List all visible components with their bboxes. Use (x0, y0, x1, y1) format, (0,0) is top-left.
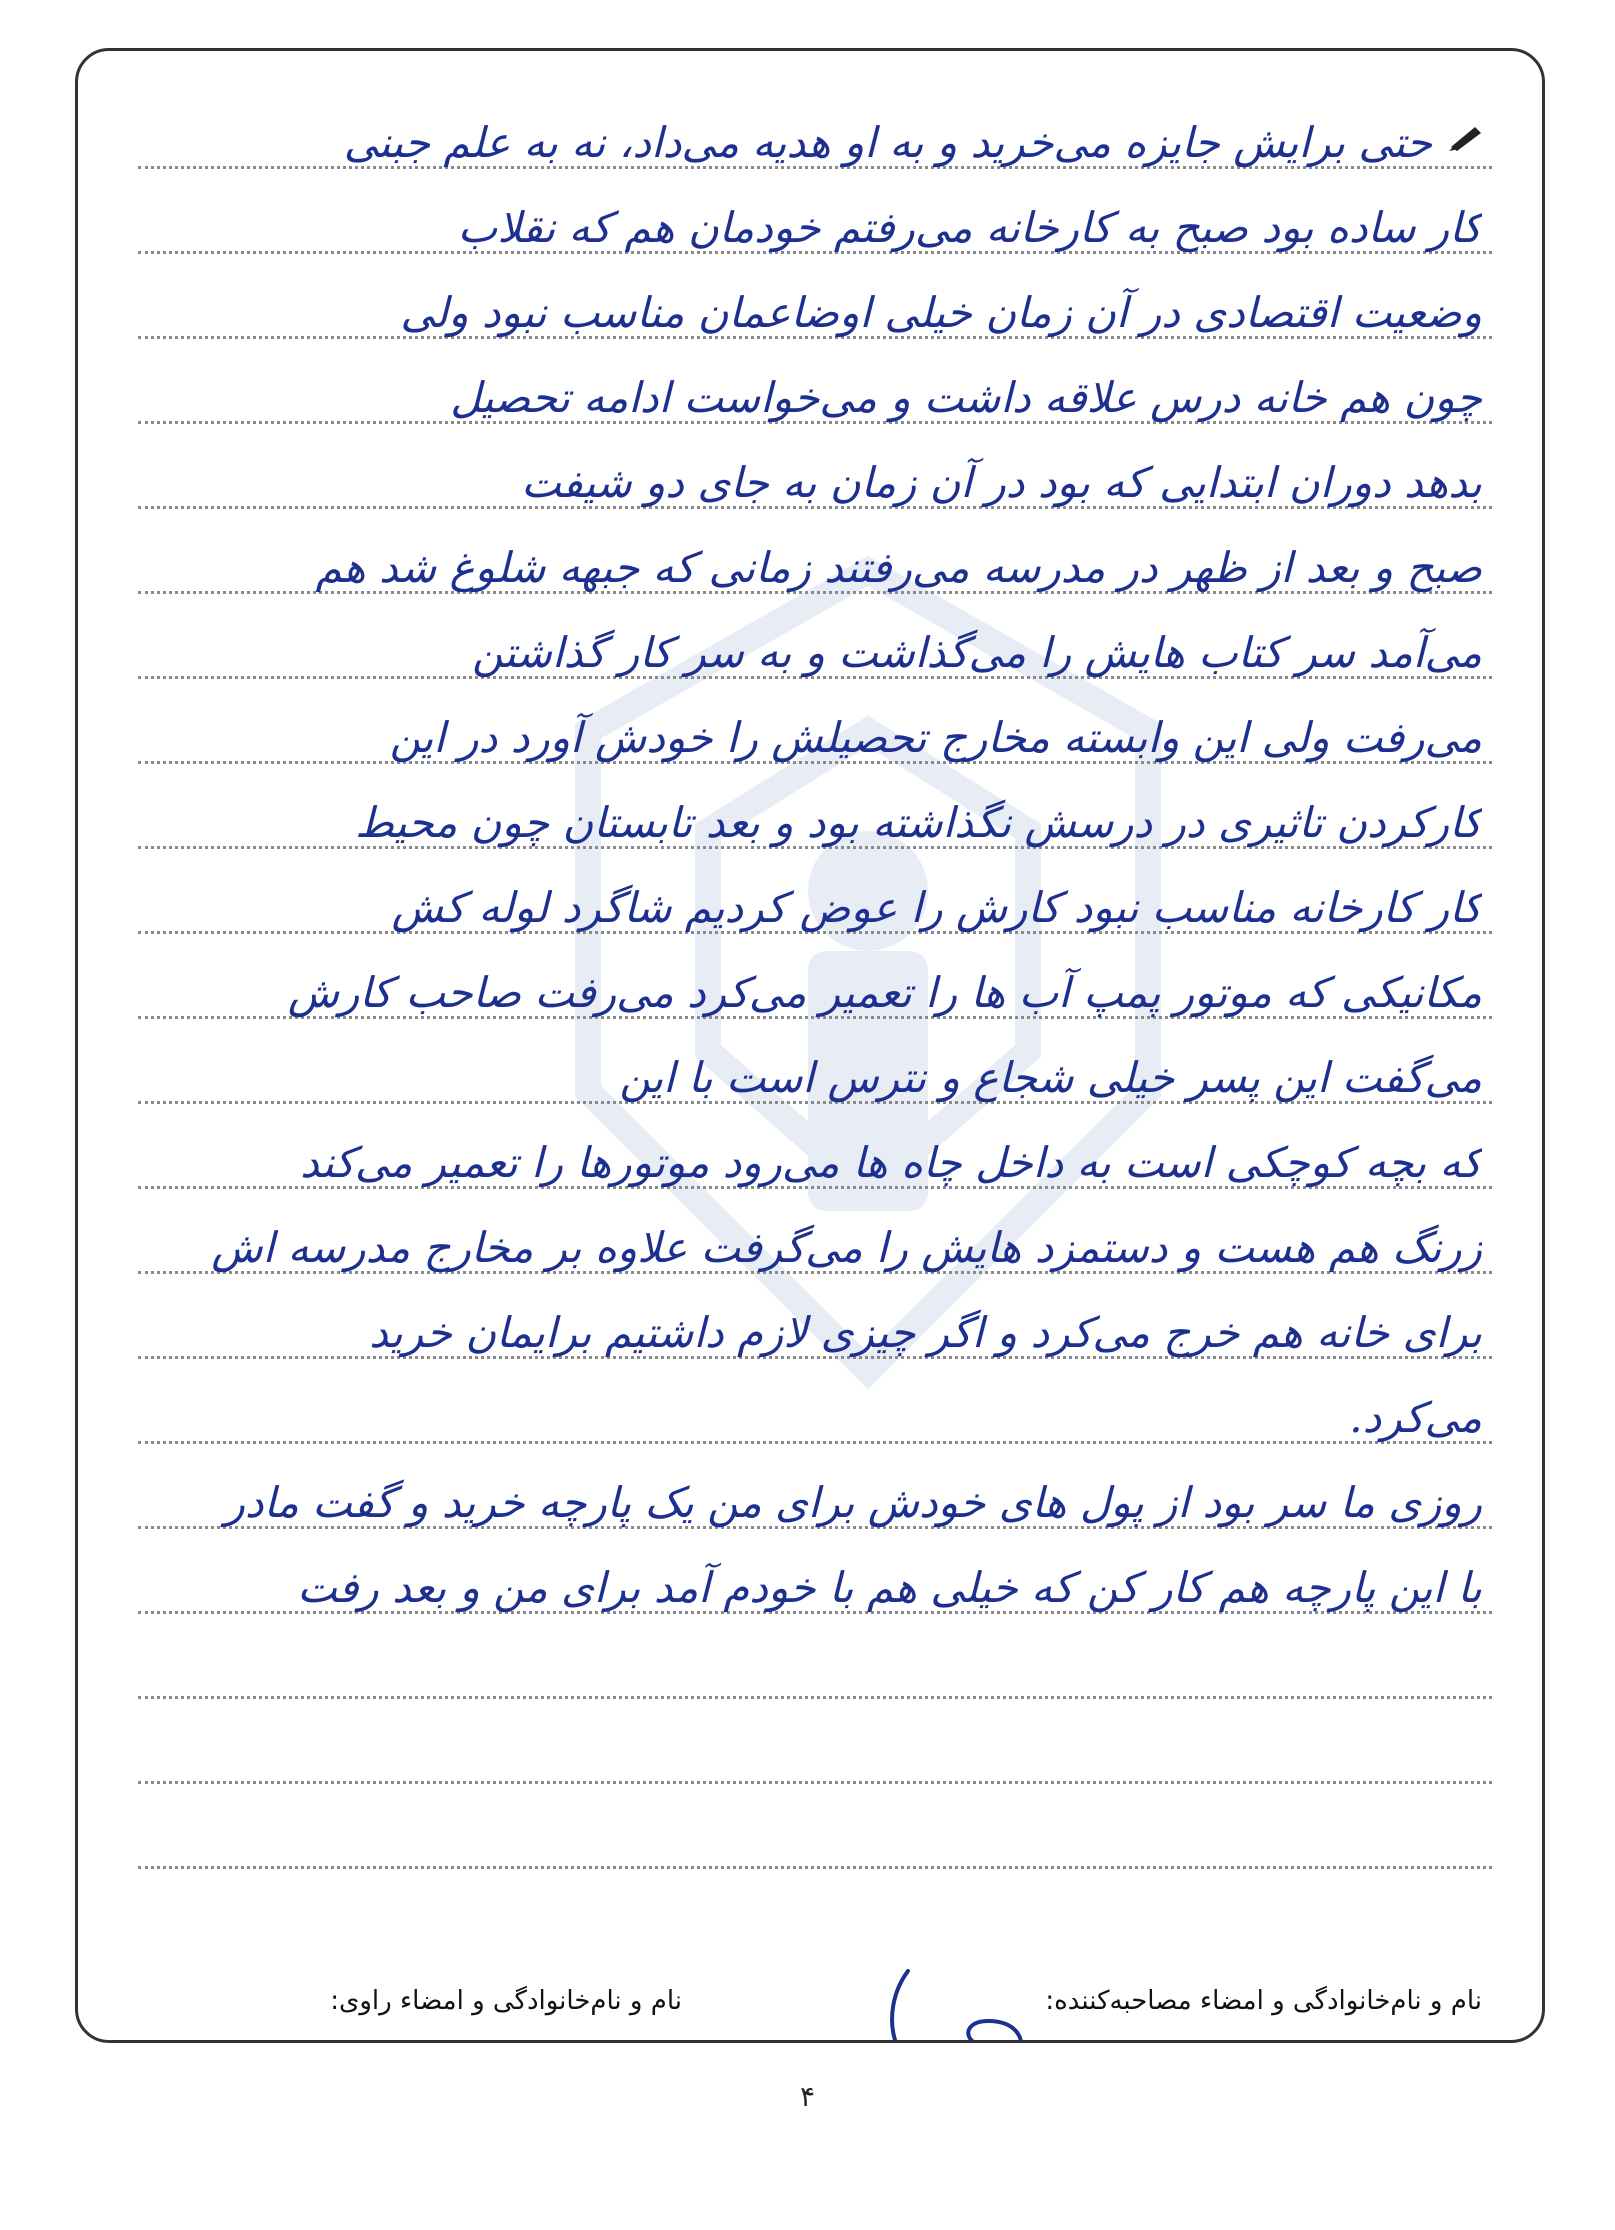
page-frame (75, 48, 1545, 2043)
handwritten-line-4: چون هم خانه درس علاقه داشت و می‌خواست ادامه تحصیل (450, 373, 1482, 422)
handwritten-line-6: صبح و بعد از ظهر در مدرسه می‌رفتند زمانی که جبهه شلوغ شد هم (315, 543, 1482, 592)
handwritten-line-15: برای خانه هم خرج می‌کرد و اگر چیزی لازم داشتیم برایمان خرید (369, 1308, 1482, 1357)
handwritten-line-7: می‌آمد سر کتاب هایش را می‌گذاشت و به سر کار گذاشتن (472, 628, 1482, 677)
handwritten-line-16: می‌کرد. (1349, 1393, 1482, 1442)
handwritten-line-3: وضعیت اقتصادی در آن زمان خیلی اوضاعمان مناسب نبود ولی (400, 288, 1482, 337)
handwritten-line-2: کار ساده بود صبح به کارخانه می‌رفتم خودمان هم که نقلاب (457, 203, 1482, 252)
handwritten-line-12: می‌گفت این پسر خیلی شجاع و نترس است با این (619, 1053, 1482, 1102)
handwritten-line-9: کارکردن تاثیری در درسش نگذاشته بود و بعد تابستان چون محیط (355, 798, 1482, 847)
handwritten-line-18: با این پارچه هم کار کن که خیلی هم با خودم آمد برای من و بعد رفت (297, 1563, 1482, 1612)
narrator-signature-label: نام و نام‌خانوادگی و امضاء راوی: (330, 1986, 682, 2016)
ruled-lines (78, 51, 1542, 2040)
handwritten-line-13: که بچه کوچکی است به داخل چاه ها می‌رود موتورها را تعمیر می‌کند (300, 1138, 1482, 1187)
handwritten-line-5: بدهد دوران ابتدایی که بود در آن زمان به جای دو شیفت (521, 458, 1482, 507)
interviewer-signature (868, 1951, 1068, 2043)
pen-icon (1447, 121, 1487, 153)
handwritten-line-10: کار کارخانه مناسب نبود کارش را عوض کردیم شاگرد لوله کش (391, 883, 1482, 932)
handwritten-line-17: روزی ما سر بود از پول های خودش برای من یک پارچه خرید و گفت مادر (224, 1478, 1482, 1527)
handwritten-line-14: زرنگ هم هست و دستمزد هایش را می‌گرفت علاوه بر مخارج مدرسه اش (211, 1223, 1482, 1272)
interviewer-signature-label: نام و نام‌خانوادگی و امضاء مصاحبه‌کننده: (1045, 1986, 1482, 2016)
page-number: ۴ (799, 2080, 816, 2113)
handwritten-line-8: می‌رفت ولی این وابسته مخارج تحصیلش را خودش آورد در این (389, 713, 1482, 762)
handwritten-line-1: حتی برایش جایزه می‌خرید و به او هدیه می‌داد، نه به علم جبنی (343, 118, 1432, 167)
footer-signature-row (118, 1986, 1502, 2026)
handwritten-line-11: مکانیکی که موتور پمپ آب ها را تعمیر می‌کرد می‌رفت صاحب کارش (287, 968, 1482, 1017)
